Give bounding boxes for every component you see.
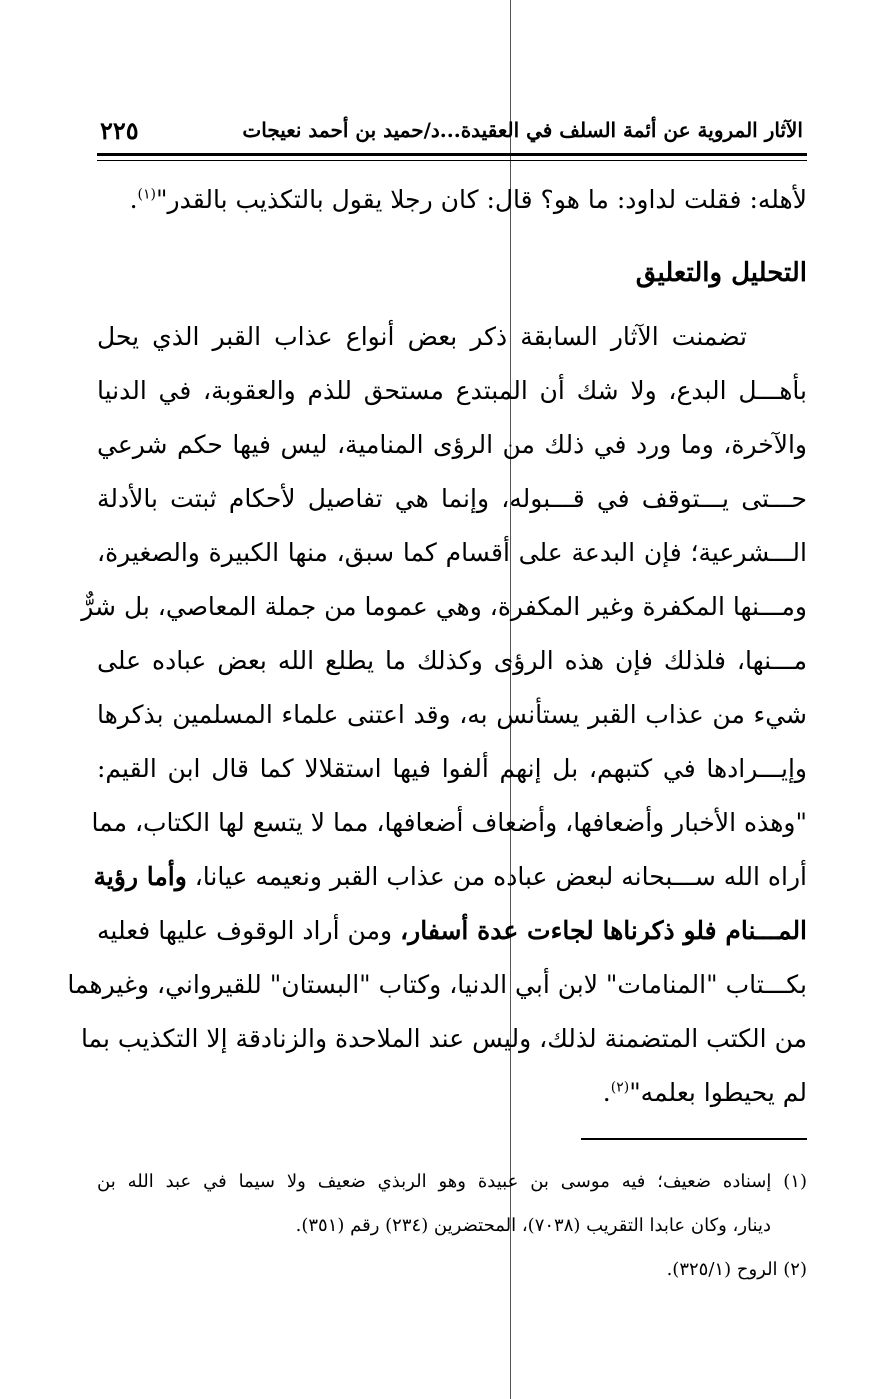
quote-line: أراه الله ســـبحانه لبعض عباده من عذاب القبر ونعيمه عيانا، وأما رؤية xyxy=(93,862,807,891)
bold-phrase: المـــنام فلو ذكرناها لجاءت عدة أسفار، xyxy=(400,916,808,945)
main-text xyxy=(67,176,808,1120)
page-number: ٢٢٥ xyxy=(100,115,139,145)
bold-phrase: وأما رؤية xyxy=(93,862,187,891)
text-line: حـــتى يـــتوقف في قـــبوله، وإنما هي تفاصيل لأحكام ثبتت بالأدلة xyxy=(97,484,807,513)
quote-line: المـــنام فلو ذكرناها لجاءت عدة أسفار، ومن أراد الوقوف عليها فعليه xyxy=(97,916,808,945)
quote-line: لم يحيطوا بعلمه"$^{(٢)}$. xyxy=(602,1078,807,1107)
footnote-2: (٢) الروح (٣٢٥/١). xyxy=(666,1259,807,1280)
text-line: شيء من عذاب القبر يستأنس به، وقد اعتنى علماء المسلمين بذكرها xyxy=(97,700,807,729)
quote-line: من الكتب المتضمنة لذلك، وليس عند الملاحدة والزنادقة إلا التكذيب بما xyxy=(80,1024,807,1053)
footnote-1-continued: دينار، وكان عابدا التقريب (٧٠٣٨)، المحتضرين (٢٣٤) رقم (٣٥١). xyxy=(295,1215,771,1236)
footnote-ref: (٢) xyxy=(610,1079,630,1096)
text-line: بأهـــل البدع، ولا شك أن المبتدع مستحق للذم والعقوبة، في الدنيا xyxy=(97,376,807,405)
header-title: الآثار المروية عن أئمة السلف في العقيدة...د/حميد بن أحمد نعيجات xyxy=(242,118,803,142)
text-line: الـــشرعية؛ فإن البدعة على أقسام كما سبق، منها الكبيرة والصغيرة، xyxy=(97,538,807,567)
footnotes xyxy=(97,1160,807,1292)
text-line: ومـــنها المكفرة وغير المكفرة، وهي عموما من جملة المعاصي، بل شرٌّ xyxy=(81,592,807,621)
text-line: والآخرة، وما ورد في ذلك من الرؤى المنامية، ليس فيها حكم شرعي xyxy=(97,430,807,459)
footnote-separator xyxy=(581,1138,807,1140)
text-line: تضمنت الآثار السابقة ذكر بعض أنواع عذاب القبر الذي يحل xyxy=(97,322,747,351)
quote-line: بكـــتاب "المنامات" لابن أبي الدنيا، وكتاب "البستان" للقيرواني، وغيرهما xyxy=(67,970,807,999)
header-rule-thin xyxy=(97,160,807,161)
header-rule-thick xyxy=(97,153,807,156)
quote-line: "وهذه الأخبار وأضعافها، وأضعاف أضعافها، مما لا يتسع لها الكتاب، مما xyxy=(91,808,807,837)
opening-line: لأهله: فقلت لداود: ما هو؟ قال: كان رجلا يقول بالتكذيب بالقدر"$^{(١)}$. xyxy=(129,185,807,214)
section-heading: التحليل والتعليق xyxy=(635,258,807,288)
text-line: وإيـــرادها في كتبهم، بل إنهم ألفوا فيها استقلالا كما قال ابن القيم: xyxy=(97,754,807,783)
running-header xyxy=(100,112,803,148)
footnote-ref: (١) xyxy=(137,186,156,203)
text-line: مـــنها، فلذلك فإن هذه الرؤى وكذلك ما يطلع الله بعض عباده على xyxy=(97,646,807,675)
footnote-1: (١) إسناده ضعيف؛ فيه موسى بن عبيدة وهو الربذي ضعيف ولا سيما في عبد الله بن xyxy=(97,1171,807,1192)
